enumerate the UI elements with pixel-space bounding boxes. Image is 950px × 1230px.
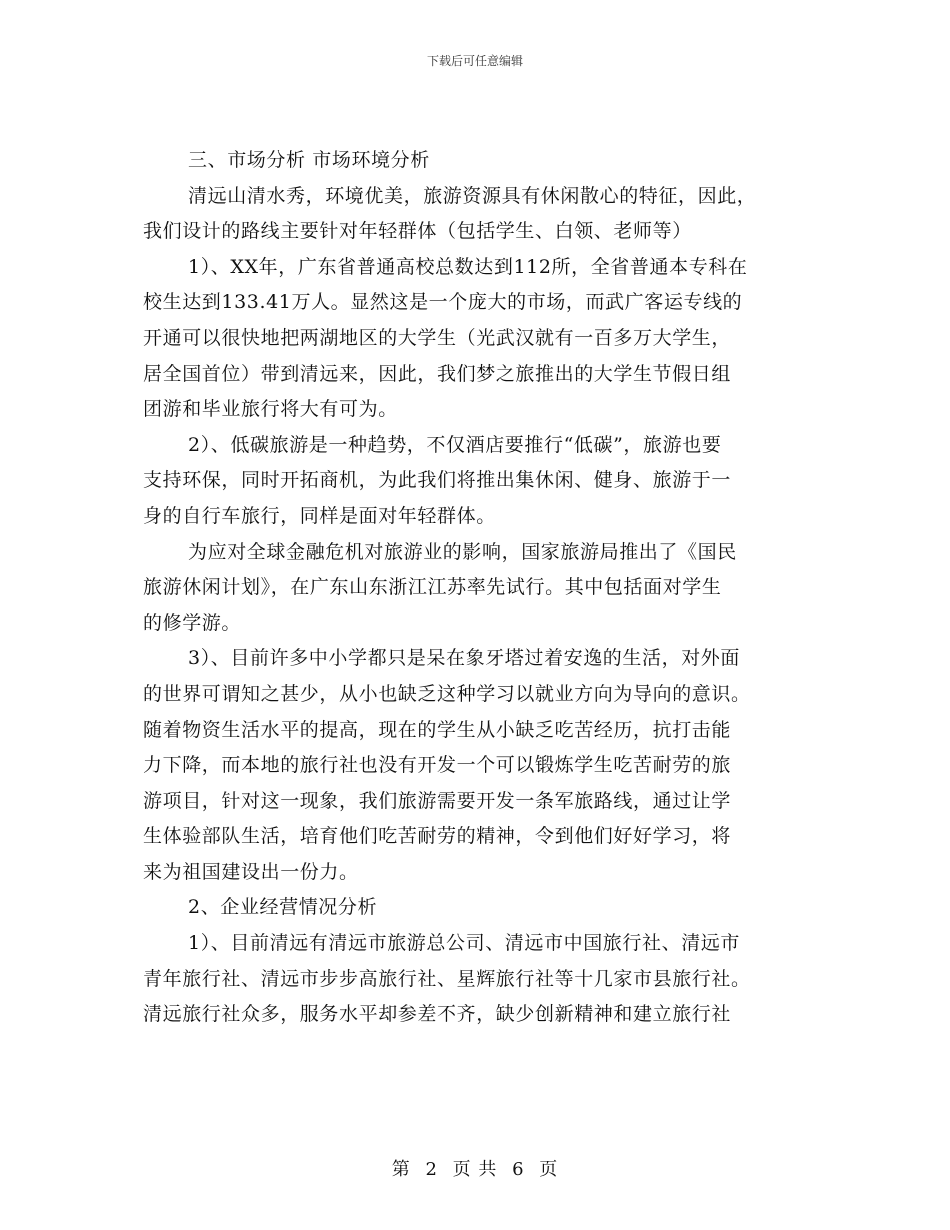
paragraph-agencies bbox=[143, 926, 807, 1033]
text-line: 旅游休闲计划》，在广东山东浙江江苏率先试行。其中包括面对学生 bbox=[143, 576, 722, 599]
paragraph-policy bbox=[143, 535, 807, 642]
text-line: 支持环保，同时开拓商机，为此我们将推出集休闲、健身、旅游于一 bbox=[143, 469, 732, 492]
paragraph-intro bbox=[143, 179, 807, 250]
text-line: 团游和毕业旅行将大有可为。 bbox=[143, 398, 398, 421]
paragraph-point-2 bbox=[143, 428, 807, 535]
text-line: 的修学游。 bbox=[143, 611, 242, 634]
text-line: 生体验部队生活，培育他们吃苦耐劳的精神，令到他们好好学习，将 bbox=[143, 825, 732, 848]
text-line: 的世界可谓知之甚少，从小也缺乏这种学习以就业方向为导向的意识。 bbox=[143, 682, 751, 705]
current-page-number: 2 bbox=[425, 1159, 438, 1180]
text-line: 随着物资生活水平的提高，现在的学生从小缺乏吃苦经历，抗打击能 bbox=[143, 718, 732, 741]
paragraph-point-3 bbox=[143, 641, 807, 890]
section-heading-market-analysis bbox=[143, 143, 807, 179]
total-page-count: 6 bbox=[512, 1159, 525, 1180]
text-line: 清远旅行社众多，服务水平却参差不齐，缺少创新精神和建立旅行社 bbox=[143, 1003, 732, 1026]
text-line: 力下降，而本地的旅行社也没有开发一个可以锻炼学生吃苦耐劳的旅 bbox=[143, 754, 732, 777]
page-mid-text: 页 共 bbox=[452, 1159, 498, 1180]
page-number-footer bbox=[0, 1155, 950, 1181]
text-line: 来为祖国建设出一份力。 bbox=[143, 860, 359, 883]
text-line: 游项目，针对这一现象，我们旅游需要开发一条军旅路线，通过让学 bbox=[143, 789, 732, 812]
text-line: 为应对全球金融危机对旅游业的影响，国家旅游局推出了《国民 bbox=[188, 540, 737, 563]
text-line: 1）、目前清远有清远市旅游总公司、清远市中国旅行社、清远市 bbox=[188, 932, 740, 955]
text-line: 居全国首位）带到清远来，因此，我们梦之旅推出的大学生节假日组 bbox=[143, 362, 732, 385]
text-line: 青年旅行社、清远市步步高旅行社、星辉旅行社等十几家市县旅行社。 bbox=[143, 967, 751, 990]
text-line: 1）、XX年，广东省普通高校总数达到112所，全省普通本专科在 bbox=[188, 255, 748, 278]
text-line: 校生达到133.41万人。显然这是一个庞大的市场，而武广客运专线的 bbox=[143, 291, 743, 314]
text-line: 三、市场分析 市场环境分析 bbox=[188, 149, 430, 171]
section-heading-business-analysis bbox=[143, 890, 807, 926]
page-header-note: 下载后可任意编辑 bbox=[426, 54, 523, 68]
text-line: 身的自行车旅行，同样是面对年轻群体。 bbox=[143, 504, 496, 527]
document-body bbox=[143, 143, 807, 1033]
page-prefix: 第 bbox=[391, 1159, 411, 1180]
text-line: 开通可以很快地把两湖地区的大学生（光武汉就有一百多万大学生， bbox=[143, 326, 732, 349]
text-line: 2、企业经营情况分析 bbox=[188, 896, 378, 919]
text-line: 清远山清水秀，环境优美，旅游资源具有休闲散心的特征，因此， bbox=[188, 184, 757, 207]
text-line: 我们设计的路线主要针对年轻群体（包括学生、白领、老师等） bbox=[143, 220, 692, 243]
paragraph-point-1 bbox=[143, 250, 807, 428]
text-line: 3）、目前许多中小学都只是呆在象牙塔过着安逸的生活，对外面 bbox=[188, 647, 740, 670]
page-suffix: 页 bbox=[539, 1159, 559, 1180]
text-line: 2）、低碳旅游是一种趋势，不仅酒店要推行“低碳”，旅游也要 bbox=[188, 433, 722, 456]
